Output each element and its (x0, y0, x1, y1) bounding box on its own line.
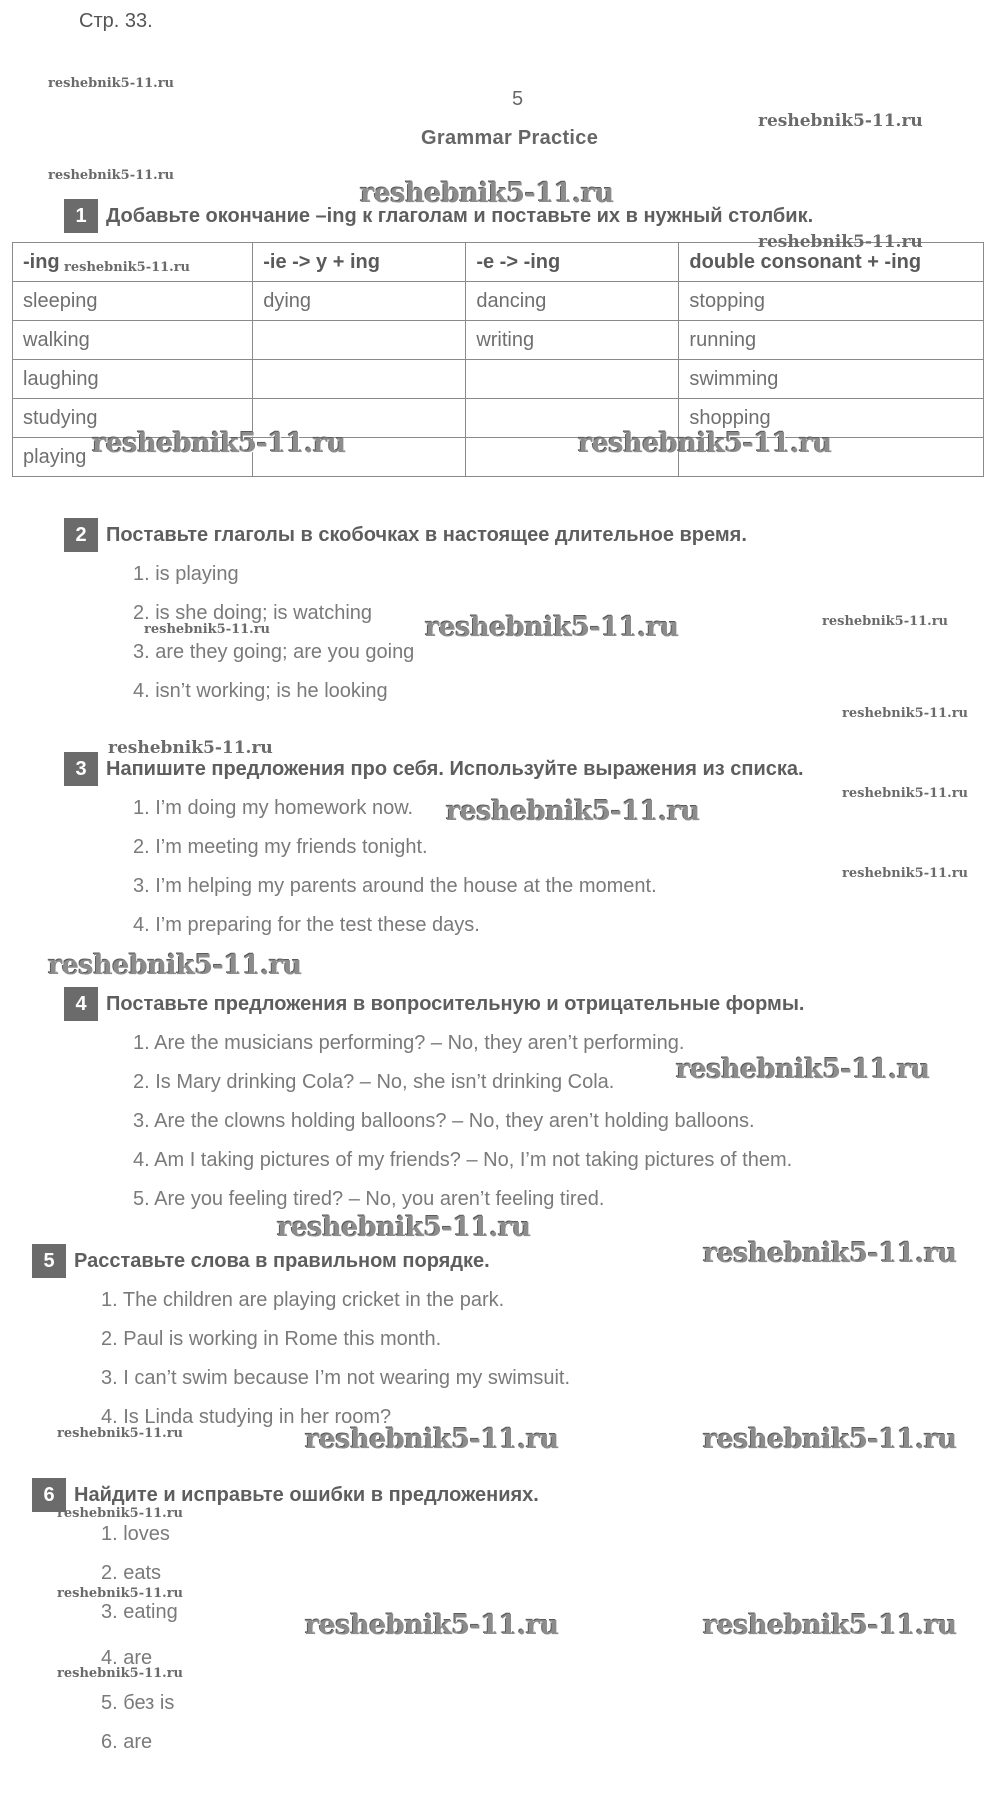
exercise-2-header (64, 518, 747, 552)
table-cell: swimming (679, 360, 984, 399)
exercise-title: Поставьте глаголы в скобочках в настоящее длительное время. (106, 523, 747, 546)
watermark: reshebnik5-11.ru (842, 706, 969, 721)
watermark: reshebnik5-11.ru (64, 260, 191, 275)
table-cell: dancing (466, 282, 679, 321)
unit-number: 5 (512, 88, 524, 110)
table-header-cell: -ing (13, 243, 253, 282)
watermark: reshebnik5-11.ru (360, 178, 614, 209)
exercise-number-badge: 4 (64, 987, 98, 1021)
watermark: reshebnik5-11.ru (277, 1212, 531, 1243)
section-title: Grammar Practice (421, 127, 599, 149)
answer-line: 5. Are you feeling tired? – No, you aren’t feeling tired. (133, 1188, 605, 1210)
answer-line: 2. is she doing; is watching (133, 602, 373, 624)
watermark: reshebnik5-11.ru (842, 866, 969, 881)
watermark: reshebnik5-11.ru (822, 614, 949, 629)
table-cell: shopping (679, 399, 984, 438)
watermark: reshebnik5-11.ru (758, 232, 923, 252)
watermark: reshebnik5-11.ru (57, 1506, 184, 1521)
answer-line: 2. I’m meeting my friends tonight. (133, 836, 428, 858)
exercise-number-badge: 6 (32, 1478, 66, 1512)
table-cell: running (679, 321, 984, 360)
exercise-title: Добавьте окончание –ing к глаголам и поставьте их в нужный столбик. (106, 204, 814, 227)
watermark: reshebnik5-11.ru (703, 1238, 957, 1269)
page-reference: Стр. 33. (79, 10, 153, 32)
watermark: reshebnik5-11.ru (57, 1586, 184, 1601)
answer-line: 1. I’m doing my homework now. (133, 797, 414, 819)
exercise-title: Расставьте слова в правильном порядке. (74, 1249, 490, 1272)
table-row (13, 282, 984, 321)
table-cell: stopping (679, 282, 984, 321)
table-cell: playing (13, 438, 253, 477)
exercise-title: Найдите и исправьте ошибки в предложениях. (74, 1483, 539, 1506)
watermark: reshebnik5-11.ru (57, 1666, 184, 1681)
answer-line: 1. is playing (133, 563, 239, 585)
answer-line: 3. I can’t swim because I’m not wearing my swimsuit. (101, 1367, 571, 1389)
table-row (13, 321, 984, 360)
answer-line: 4. I’m preparing for the test these days. (133, 914, 480, 936)
watermark: reshebnik5-11.ru (703, 1424, 957, 1455)
exercise-number-badge: 5 (32, 1244, 66, 1278)
table-header-cell: -e -> -ing (466, 243, 679, 282)
table-cell: studying (13, 399, 253, 438)
answer-line: 4. Am I taking pictures of my friends? – No, I’m not taking pictures of them. (133, 1149, 793, 1171)
table-row (13, 360, 984, 399)
exercise-number-badge: 1 (64, 199, 98, 233)
table-header-cell: -ie -> y + ing (253, 243, 466, 282)
watermark: reshebnik5-11.ru (48, 168, 175, 183)
answer-line: 1. The children are playing cricket in the park. (101, 1289, 505, 1311)
answer-line: 4. Is Linda studying in her room? (101, 1406, 392, 1428)
watermark: reshebnik5-11.ru (446, 796, 700, 827)
exercise-title: Напишите предложения про себя. Используйте выражения из списка. (106, 757, 804, 780)
watermark: reshebnik5-11.ru (305, 1424, 559, 1455)
watermark: reshebnik5-11.ru (676, 1054, 930, 1085)
watermark: reshebnik5-11.ru (48, 76, 175, 91)
answer-line: 3. are they going; are you going (133, 641, 415, 663)
table-cell (253, 321, 466, 360)
watermark: reshebnik5-11.ru (305, 1610, 559, 1641)
answer-line: 4. are (101, 1647, 153, 1669)
watermark: reshebnik5-11.ru (108, 738, 273, 758)
table-cell (253, 360, 466, 399)
answer-line: 3. eating (101, 1601, 178, 1623)
answer-line: 2. Paul is working in Rome this month. (101, 1328, 442, 1350)
table-cell: walking (13, 321, 253, 360)
watermark: reshebnik5-11.ru (425, 612, 679, 643)
answer-line: 3. I’m helping my parents around the house at the moment. (133, 875, 657, 897)
watermark: reshebnik5-11.ru (758, 111, 923, 131)
table-cell (466, 360, 679, 399)
answer-line: 3. Are the clowns holding balloons? – No, they aren’t holding balloons. (133, 1110, 755, 1132)
watermark: reshebnik5-11.ru (703, 1610, 957, 1641)
exercise-number-badge: 2 (64, 518, 98, 552)
exercise-title: Поставьте предложения в вопросительную и отрицательные формы. (106, 992, 805, 1015)
watermark: reshebnik5-11.ru (48, 950, 302, 981)
answer-line: 2. eats (101, 1562, 162, 1584)
answer-line: 6. are (101, 1731, 153, 1753)
answer-line: 1. Are the musicians performing? – No, they aren’t performing. (133, 1032, 685, 1054)
watermark: reshebnik5-11.ru (578, 428, 832, 459)
exercise-number-badge: 3 (64, 752, 98, 786)
table-cell: writing (466, 321, 679, 360)
answer-line: 5. без is (101, 1692, 175, 1714)
watermark: reshebnik5-11.ru (57, 1426, 184, 1441)
exercise-4-header (64, 987, 805, 1021)
watermark: reshebnik5-11.ru (92, 428, 346, 459)
watermark: reshebnik5-11.ru (144, 622, 271, 637)
watermark: reshebnik5-11.ru (842, 786, 969, 801)
answer-line: 1. loves (101, 1523, 170, 1545)
table-header-cell: double consonant + -ing (679, 243, 984, 282)
answer-line: 2. Is Mary drinking Cola? – No, she isn’t drinking Cola. (133, 1071, 615, 1093)
answer-line: 4. isn’t working; is he looking (133, 680, 388, 702)
table-cell: laughing (13, 360, 253, 399)
table-cell: sleeping (13, 282, 253, 321)
table-cell: dying (253, 282, 466, 321)
exercise-5-header (32, 1244, 490, 1278)
